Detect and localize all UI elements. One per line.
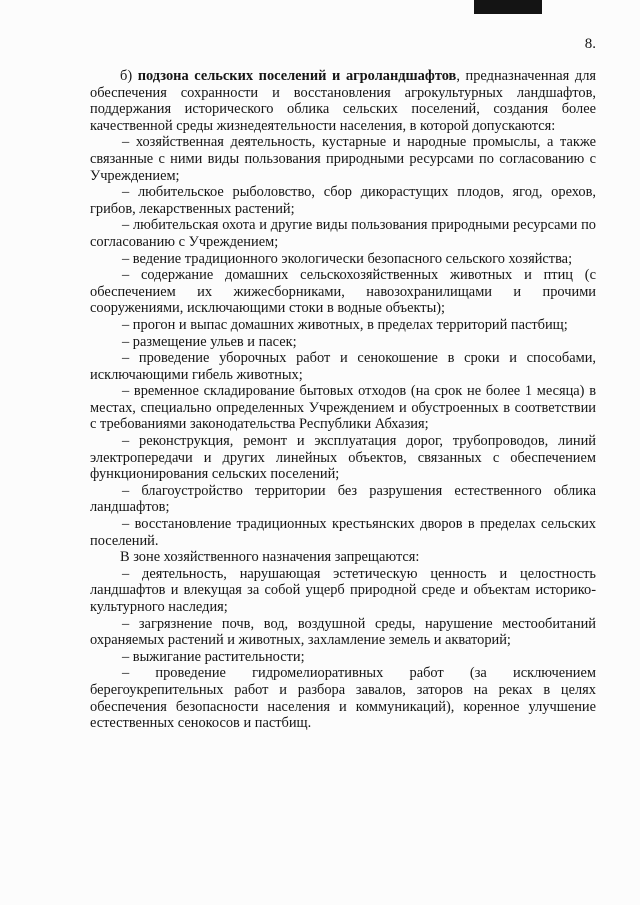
intro-prefix: б) <box>120 68 138 84</box>
intro-text: , предназначенная для обеспечения сохранности и восстановления агрокультурных ландшафтов, поддержания исторического облика сельских поселений, создания более качественной среды жизнедеятельности населения, в которой допускаются: <box>90 68 597 134</box>
allowed-item: – благоустройство территории без разрушения естественного облика ландшафтов; <box>90 482 596 516</box>
page-number: 8. <box>584 36 596 52</box>
document-body <box>90 68 596 732</box>
scan-artifact-mark <box>474 0 542 14</box>
allowed-item: – любительская охота и другие виды пользования природными ресурсами по согласованию с Учреждением; <box>90 217 596 250</box>
allowed-item: – проведение уборочных работ и сенокошение в сроки и способами, исключающими гибель животных; <box>90 350 596 383</box>
allowed-item: – восстановление традиционных крестьянских дворов в пределах сельских поселений. <box>90 516 596 549</box>
prohibited-heading: В зоне хозяйственного назначения запрещаются: <box>120 549 420 566</box>
allowed-item: – размещение ульев и пасек; <box>122 333 297 350</box>
subzone-title: подзона сельских поселений и агроландшафтов <box>137 68 457 84</box>
prohibited-item: – проведение гидромелиоративных работ (за исключением берегоукрепительных работ и разбора завалов, заторов на реках в целях обеспечения безопасности населения и коммуникаций), коренное улучшение естественных сенокосов и пастбищ. <box>90 665 596 732</box>
allowed-item: – реконструкция, ремонт и эксплуатация дорог, трубопроводов, линий электропередачи и других линейных объектов, связанных с обеспечением функционирования сельских поселений; <box>90 433 596 483</box>
allowed-item: – любительское рыболовство, сбор дикорастущих плодов, ягод, орехов, грибов, лекарственных растений; <box>90 184 596 217</box>
intro-paragraph <box>90 68 596 134</box>
allowed-item: – временное складирование бытовых отходов (на срок не более 1 месяца) в местах, специально определенных Учреждением и обустроенных в соответствии с требованиями законодательства Республики Абхазия; <box>90 383 596 433</box>
allowed-item: – хозяйственная деятельность, кустарные и народные промыслы, а также связанные с ними виды пользования природными ресурсами по согласованию с Учреждением; <box>90 134 596 184</box>
prohibited-item: – загрязнение почв, вод, воздушной среды, нарушение местообитаний охраняемых растений и животных, захламление земель и акваторий; <box>90 615 596 649</box>
allowed-item: – прогон и выпас домашних животных, в пределах территорий пастбищ; <box>122 316 568 333</box>
prohibited-item: – выжигание растительности; <box>122 648 305 665</box>
allowed-item: – содержание домашних сельскохозяйственных животных и птиц (с обеспечением их жижесборниками, навозохранилищами и прочими сооружениями, исключающими стоки в водные объекты); <box>90 267 596 317</box>
prohibited-item: – деятельность, нарушающая эстетическую ценность и целостность ландшафтов и влекущая за собой ущерб природной среде и объектам историко-культурного наследия; <box>90 565 596 615</box>
allowed-item: – ведение традиционного экологически безопасного сельского хозяйства; <box>122 250 573 267</box>
